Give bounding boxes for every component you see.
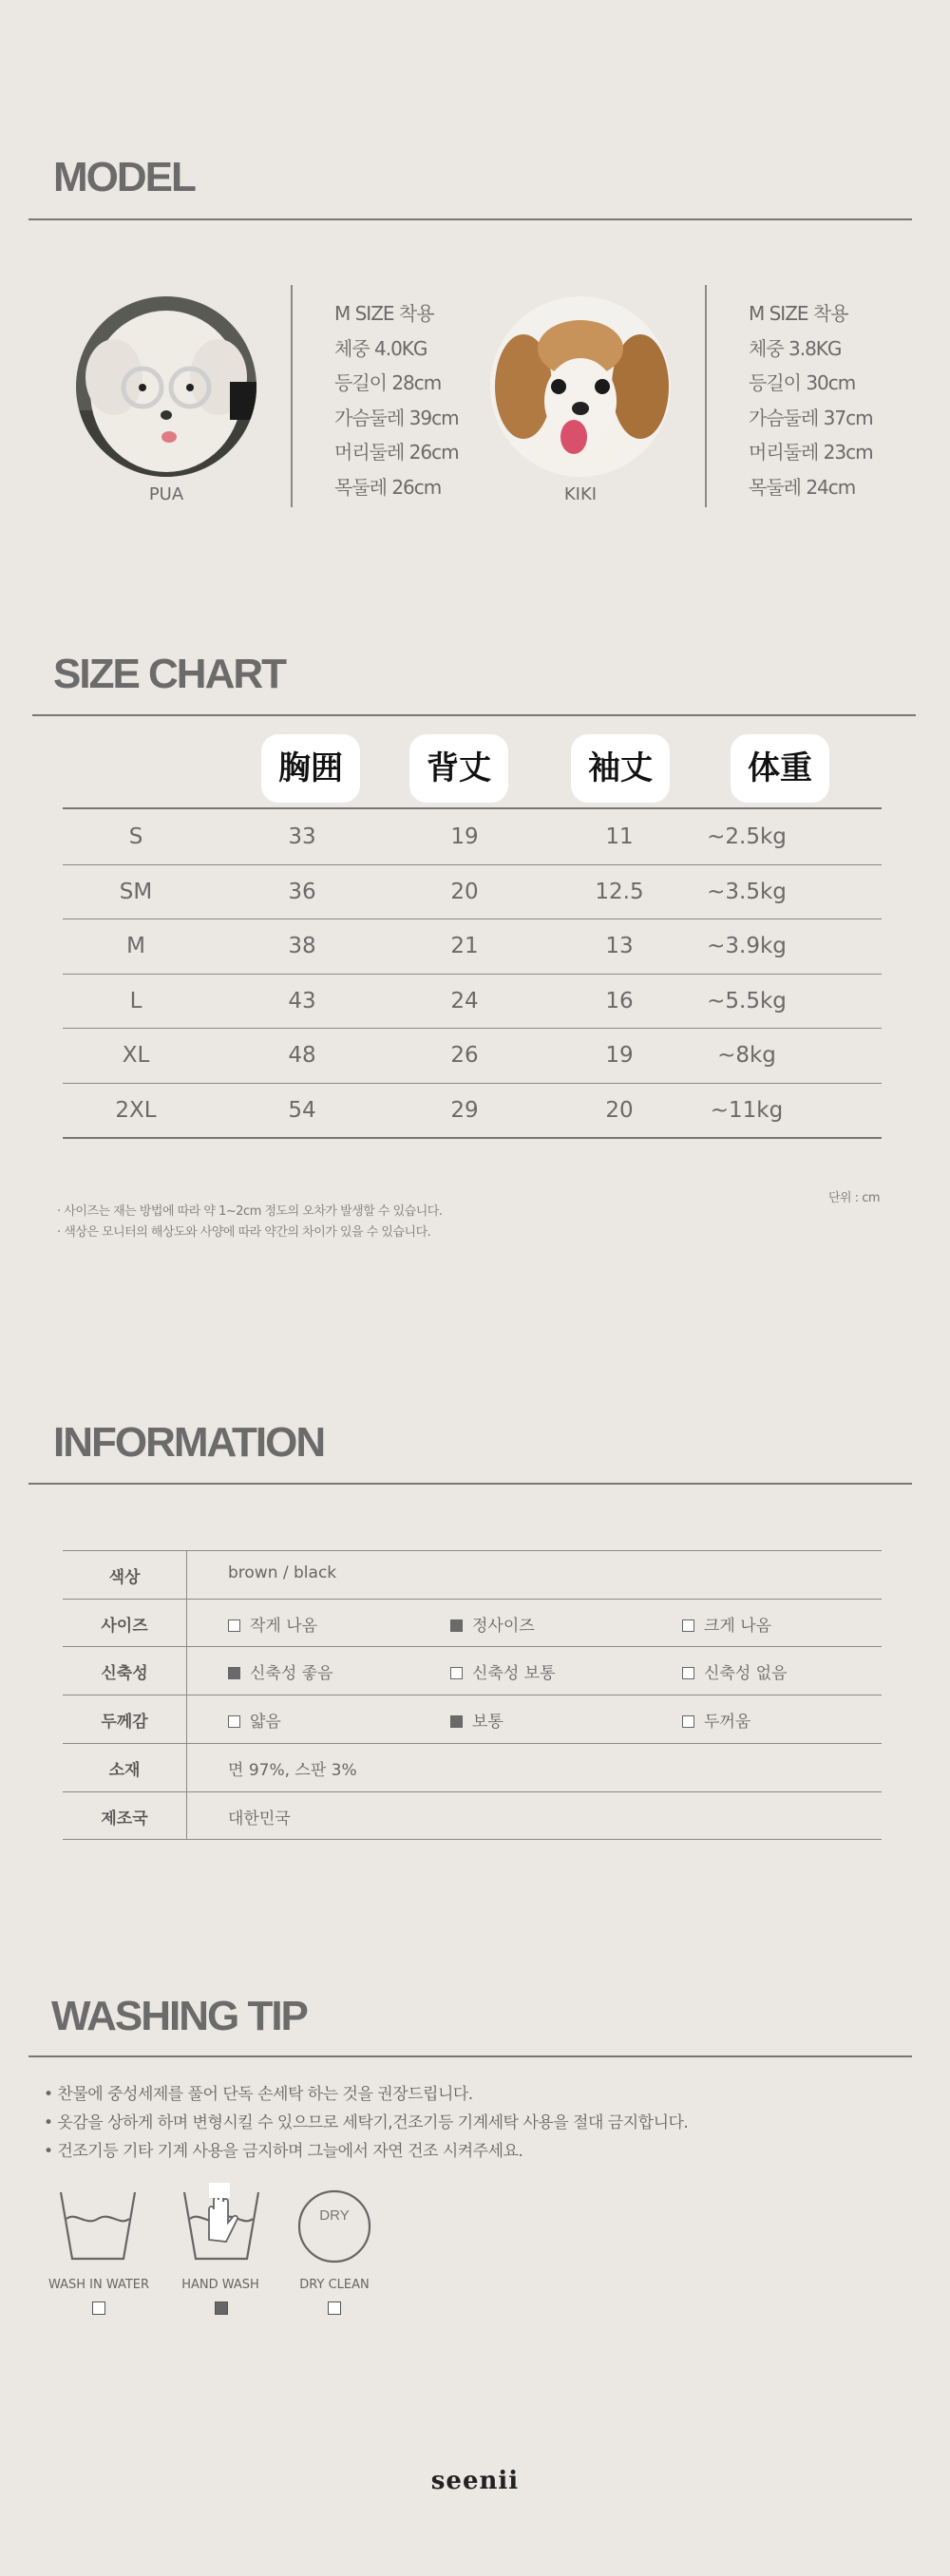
info-option-label: 얇음: [250, 1713, 281, 1733]
wash-in-water-checkbox: [92, 2301, 105, 2315]
spec-line: 가슴둘레 37cm: [749, 406, 873, 429]
spec-line: 가슴둘레 39cm: [334, 406, 459, 429]
checked-box-icon: [450, 1715, 463, 1728]
unchecked-box-icon: [228, 1619, 240, 1632]
size-header-back-length: 背丈: [409, 734, 508, 803]
checked-box-icon: [450, 1619, 463, 1632]
model-divider-kiki: [705, 285, 707, 507]
information-title-divider: [28, 1483, 912, 1485]
info-row-value: brown / black: [228, 1563, 337, 1582]
spec-line: 체중 3.8KG: [749, 336, 842, 360]
size-chart-title: SIZE CHART: [53, 651, 285, 697]
info-option-label: 정사이즈: [472, 1616, 535, 1636]
info-option: [682, 1659, 788, 1683]
info-option: [450, 1612, 535, 1636]
wash-tub-icon: [57, 2187, 139, 2268]
model-specs-kiki: [749, 296, 873, 504]
size-value: ~3.9kg: [707, 934, 787, 958]
size-value: 16: [605, 988, 634, 1013]
washing-title-divider: [28, 2055, 912, 2057]
size-label: XL: [122, 1043, 150, 1068]
info-option: [228, 1612, 317, 1636]
info-row-label: 사이즈: [101, 1616, 148, 1636]
model-name-pua: PUA: [148, 484, 184, 504]
dry-clean-icon: [296, 2188, 372, 2268]
size-value: 12.5: [595, 879, 644, 904]
size-chart-title-divider: [32, 714, 916, 716]
info-option-label: 신축성 좋음: [250, 1664, 333, 1684]
spec-line: 등길이 28cm: [334, 371, 442, 394]
size-value: 48: [288, 1043, 316, 1068]
unchecked-box-icon: [682, 1715, 694, 1728]
size-value: 33: [288, 824, 316, 849]
info-option-label: 보통: [472, 1713, 504, 1733]
info-option-label: 두꺼움: [704, 1713, 751, 1733]
model-name-kiki: KIKI: [563, 484, 598, 504]
size-table-row: [63, 809, 882, 864]
size-value: 26: [450, 1043, 479, 1068]
size-table-line: [63, 1137, 882, 1139]
info-table-line: [63, 1599, 882, 1600]
brand-logo: seenii: [430, 2467, 520, 2495]
size-value: 38: [288, 934, 316, 958]
model-specs-pua: [334, 296, 459, 504]
info-option-label: 작게 나옴: [250, 1616, 318, 1636]
wash-label: WASH IN WATER: [48, 2278, 150, 2292]
info-option: [682, 1708, 750, 1732]
spec-line: M SIZE 착용: [334, 302, 434, 325]
size-value: 29: [450, 1097, 479, 1123]
size-note: · 사이즈는 재는 방법에 따라 약 1~2cm 정도의 오차가 발생할 수 있습니다.: [57, 1204, 443, 1219]
size-value: 20: [450, 879, 479, 904]
size-value: 21: [450, 934, 479, 958]
size-table-row: [63, 1083, 882, 1138]
info-row-label: 소재: [108, 1760, 141, 1780]
spec-line: 머리둘레 23cm: [749, 441, 873, 464]
spec-line: 머리둘레 26cm: [334, 441, 459, 464]
size-table-row: [63, 919, 882, 974]
size-table-row: [63, 864, 882, 919]
info-option: [450, 1659, 556, 1683]
size-label: L: [129, 988, 142, 1013]
information-title: INFORMATION: [53, 1419, 325, 1466]
model-photo-pua: [76, 296, 256, 477]
info-row-value: 면 97%, 스판 3%: [228, 1760, 357, 1780]
info-option-label: 신축성 없음: [704, 1664, 788, 1684]
size-value: ~2.5kg: [707, 824, 787, 849]
size-value: 11: [605, 824, 634, 849]
info-option-label: 신축성 보통: [472, 1664, 556, 1684]
size-value: 24: [450, 988, 479, 1013]
size-header-chest: 胸囲: [261, 734, 360, 803]
washing-tip: • 찬물에 중성세제를 풀어 단독 손세탁 하는 것을 권장드립니다.: [44, 2085, 473, 2104]
model-divider-pua: [291, 285, 293, 507]
hand-wash-checkbox: [215, 2301, 228, 2315]
info-option-label: 크게 나옴: [704, 1616, 772, 1636]
size-label: SM: [119, 879, 153, 904]
washing-tip: • 옷감을 상하게 하며 변형시킬 수 있으므로 세탁기,건조기등 기계세탁 사용을 절대 금지합니다.: [44, 2113, 689, 2132]
size-value: 36: [288, 879, 316, 904]
svg-text:DRY: DRY: [319, 2207, 350, 2224]
washing-tip-title: WASHING TIP: [51, 1993, 307, 2039]
spec-line: 목둘레 26cm: [334, 475, 442, 499]
size-label: S: [128, 824, 143, 849]
spec-line: 등길이 30cm: [749, 371, 856, 394]
unchecked-box-icon: [228, 1715, 240, 1728]
info-option: [450, 1708, 504, 1732]
info-row-value: 대한민국: [228, 1809, 291, 1828]
info-table-line: [63, 1791, 882, 1792]
info-option: [228, 1659, 333, 1683]
info-table-line: [63, 1743, 882, 1744]
info-table-line: [63, 1839, 882, 1840]
info-option: [682, 1612, 771, 1636]
size-label: 2XL: [115, 1097, 157, 1123]
unchecked-box-icon: [682, 1667, 694, 1679]
size-header-weight: 体重: [731, 734, 829, 803]
washing-tip: • 건조기등 기타 기계 사용을 금지하며 그늘에서 자연 건조 시켜주세요.: [44, 2142, 523, 2161]
size-value: ~8kg: [717, 1043, 776, 1068]
size-value: 19: [605, 1043, 634, 1068]
info-row-label: 신축성: [101, 1664, 148, 1684]
wash-label: DRY CLEAN: [299, 2278, 370, 2292]
size-value: ~5.5kg: [707, 988, 787, 1013]
size-value: 20: [605, 1097, 634, 1123]
unchecked-box-icon: [450, 1667, 463, 1679]
dry-clean-checkbox: [328, 2301, 341, 2315]
size-value: 19: [450, 824, 479, 849]
size-note: · 색상은 모니터의 해상도와 사양에 따라 약간의 차이가 있을 수 있습니다.: [57, 1225, 431, 1240]
model-section-title: MODEL: [53, 154, 195, 200]
spec-line: 목둘레 24cm: [749, 475, 856, 499]
size-value: ~11kg: [710, 1097, 784, 1123]
info-row-label: 색상: [108, 1568, 141, 1587]
info-table-line: [63, 1646, 882, 1647]
size-value: 13: [605, 934, 634, 958]
wash-label: HAND WASH: [181, 2278, 259, 2292]
size-value: 54: [288, 1097, 316, 1123]
info-row-label: 제조국: [101, 1809, 148, 1828]
size-label: M: [126, 934, 145, 958]
spec-line: M SIZE 착용: [749, 302, 848, 325]
size-header-sleeve-length: 袖丈: [571, 734, 670, 803]
size-table-row: [63, 974, 882, 1029]
size-unit-note: 단위 : cm: [828, 1191, 881, 1205]
unchecked-box-icon: [682, 1619, 694, 1632]
info-option: [228, 1708, 281, 1732]
checked-box-icon: [228, 1667, 240, 1679]
model-title-divider: [28, 218, 912, 220]
size-value: ~3.5kg: [707, 879, 787, 904]
spec-line: 체중 4.0KG: [334, 336, 428, 360]
size-value: 43: [288, 988, 316, 1013]
hand-wash-icon: [180, 2183, 262, 2268]
model-photo-kiki: [490, 296, 671, 477]
info-row-label: 두께감: [101, 1713, 148, 1733]
size-table-row: [63, 1028, 882, 1083]
